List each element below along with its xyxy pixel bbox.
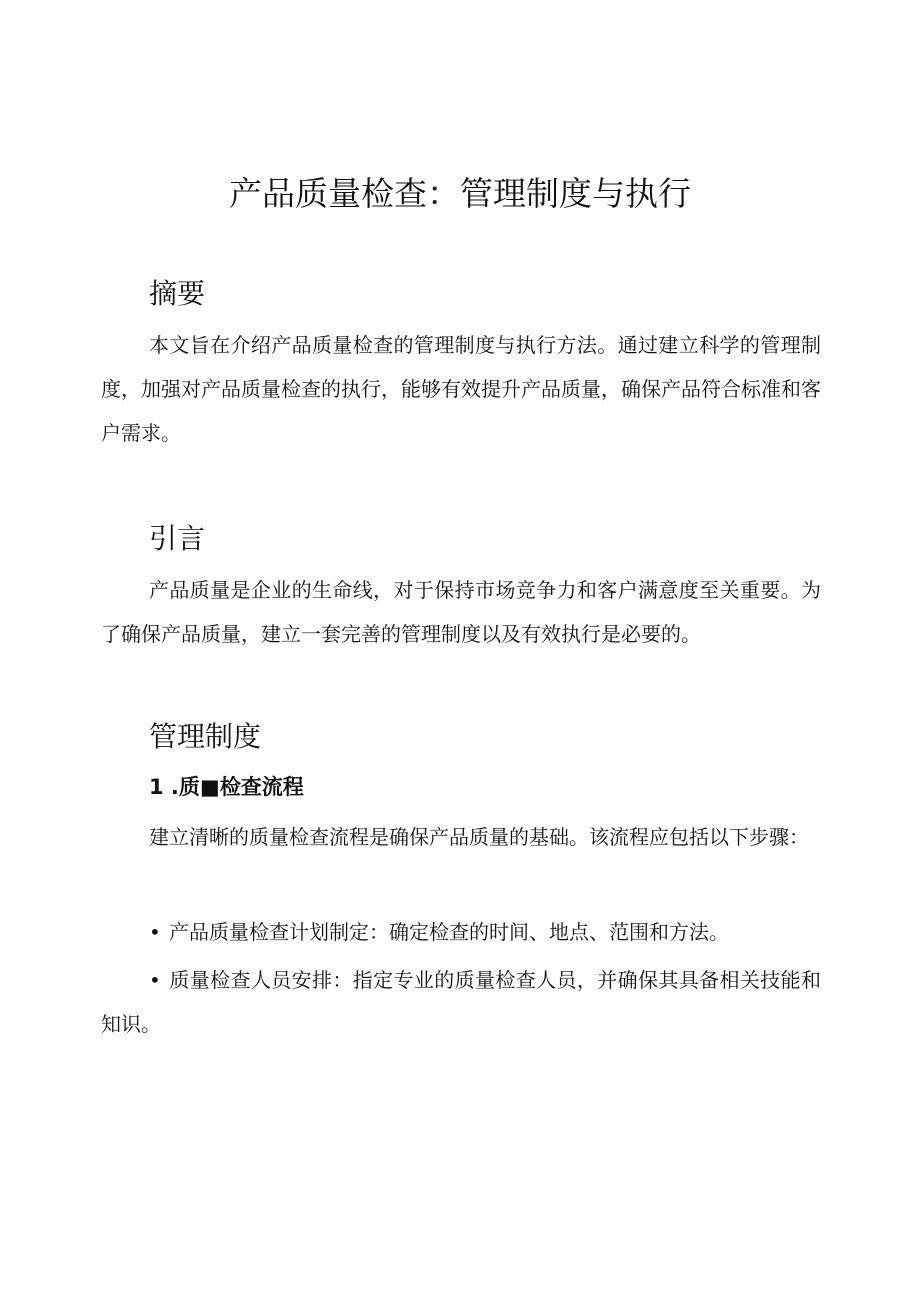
section-heading-abstract: 摘要 [149, 277, 206, 310]
bullet-icon: • [149, 968, 161, 992]
bullet-item [101, 958, 821, 1046]
section-heading-management: 管理制度 [149, 720, 262, 753]
bullet-text: 质量检查人员安排：指定专业的质量检查人员，并确保其具备相关技能和知识。 [101, 968, 821, 1036]
bullet-item [101, 910, 821, 954]
process-paragraph: 建立清晰的质量检查流程是确保产品质量的基础。该流程应包括以下步骤： [149, 825, 809, 849]
intro-paragraph: 产品质量是企业的生命线，对于保持市场竞争力和客户满意度至关重要。为了确保产品质量，建立一套完善的管理制度以及有效执行是必要的。 [101, 578, 821, 646]
bullet-icon: • [149, 920, 161, 944]
subsection-heading-process: 1 .质■检查流程 [149, 775, 304, 799]
abstract-paragraph: 本文旨在介绍产品质量检查的管理制度与执行方法。通过建立科学的管理制度，加强对产品质量检查的执行，能够有效提升产品质量，确保产品符合标准和客户需求。 [101, 333, 821, 445]
bullet-text: 产品质量检查计划制定：确定检查的时间、地点、范围和方法。 [169, 920, 729, 944]
page-title: 产品质量检查：管理制度与执行 [229, 174, 691, 213]
section-heading-intro: 引言 [149, 522, 206, 555]
